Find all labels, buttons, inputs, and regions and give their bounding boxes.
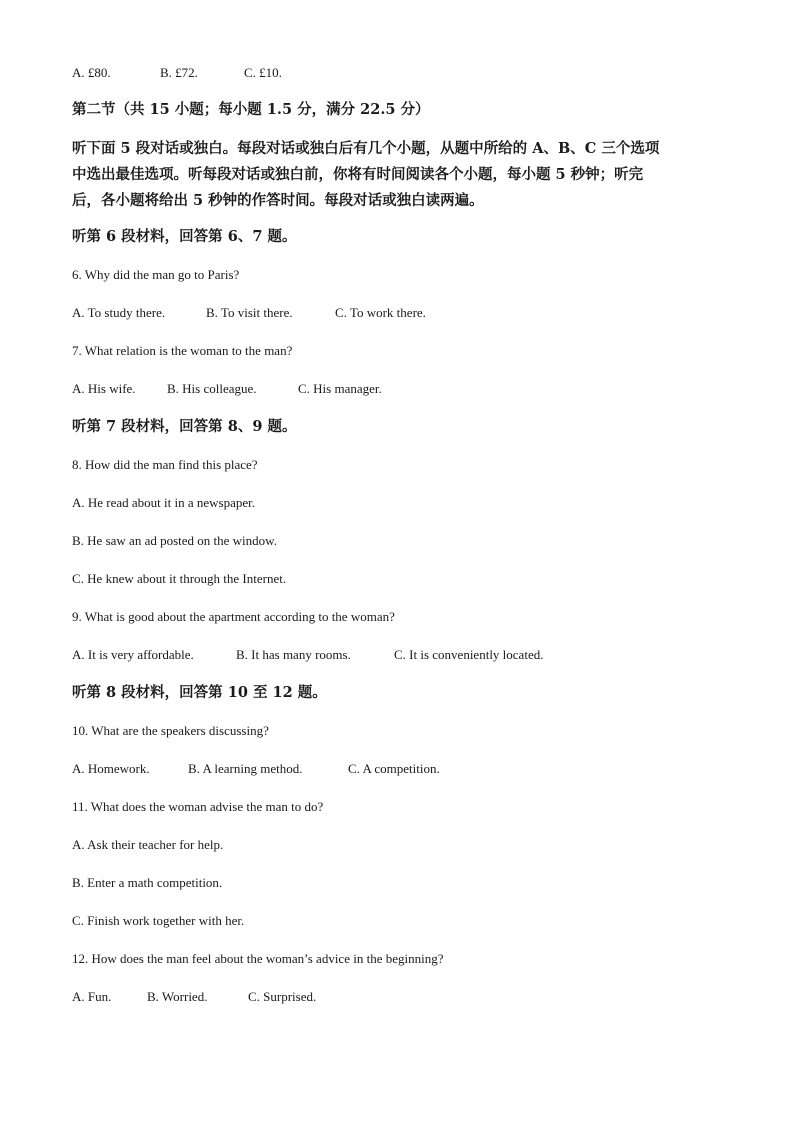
question-10-options (72, 760, 440, 778)
option-a: A. £80. (72, 65, 111, 80)
instruction-line: 听下面 5 段对话或独白。每段对话或独白后有几个小题，从题中所给的 A、B、C 三个选项 (72, 140, 660, 157)
question-12: 12. How does the man feel about the woman’s advice in the beginning? (72, 951, 444, 966)
q5-options (72, 64, 282, 82)
question-11-option-b: B. Enter a math competition. (72, 875, 223, 890)
option-c: C. His manager. (298, 381, 382, 396)
question-8-option-c: C. He knew about it through the Internet. (72, 571, 287, 586)
question-7: 7. What relation is the woman to the man? (72, 343, 293, 358)
option-a: A. Homework. (72, 761, 150, 776)
group-heading: 听第 7 段材料，回答第 8、9 题。 (72, 418, 297, 435)
question-8: 8. How did the man find this place? (72, 457, 258, 472)
option-b: B. A learning method. (188, 761, 303, 776)
question-11-option-c: C. Finish work together with her. (72, 913, 245, 928)
section-heading: 第二节（共 15 小题；每小题 1.5 分，满分 22.5 分） (72, 101, 430, 118)
option-b: B. Worried. (147, 989, 208, 1004)
option-a: A. To study there. (72, 305, 166, 320)
option-b: B. His colleague. (167, 381, 257, 396)
option-c: C. To work there. (335, 305, 426, 320)
question-7-options (72, 380, 382, 398)
option-b: B. £72. (160, 65, 198, 80)
question-8-option-a: A. He read about it in a newspaper. (72, 495, 256, 510)
option-b: B. It has many rooms. (236, 647, 351, 662)
instruction-line: 中选出最佳选项。听每段对话或独白前，你将有时间阅读各个小题，每小题 5 秒钟；听完 (72, 166, 644, 183)
group-heading: 听第 8 段材料，回答第 10 至 12 题。 (72, 684, 327, 701)
group-heading: 听第 6 段材料，回答第 6、7 题。 (72, 228, 297, 245)
option-c: C. It is conveniently located. (394, 647, 544, 662)
question-11-option-a: A. Ask their teacher for help. (72, 837, 224, 852)
question-6: 6. Why did the man go to Paris? (72, 267, 240, 282)
option-a: A. His wife. (72, 381, 136, 396)
question-9: 9. What is good about the apartment according to the woman? (72, 609, 395, 624)
option-c: C. £10. (244, 65, 282, 80)
question-10: 10. What are the speakers discussing? (72, 723, 269, 738)
option-b: B. To visit there. (206, 305, 293, 320)
question-8-option-b: B. He saw an ad posted on the window. (72, 533, 277, 548)
option-c: C. A competition. (348, 761, 440, 776)
option-a: A. It is very affordable. (72, 647, 194, 662)
option-c: C. Surprised. (248, 989, 317, 1004)
section-instructions (72, 136, 722, 214)
question-9-options (72, 646, 543, 664)
question-6-options (72, 304, 426, 322)
option-a: A. Fun. (72, 989, 112, 1004)
question-12-options (72, 988, 316, 1006)
instruction-line: 后，各小题将给出 5 秒钟的作答时间。每段对话或独白读两遍。 (72, 192, 484, 209)
question-11: 11. What does the woman advise the man to do? (72, 799, 324, 814)
